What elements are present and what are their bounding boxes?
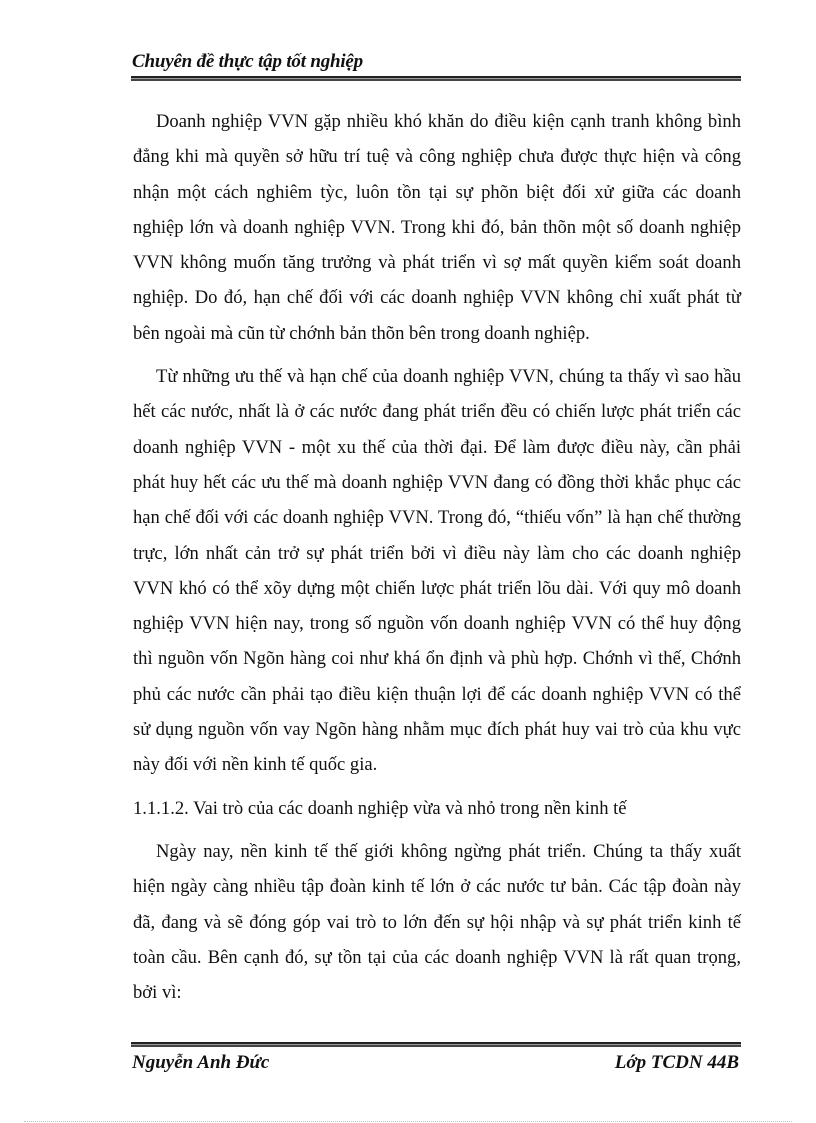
document-title: Chuyên đề thực tập tốt nghiệp (132, 51, 363, 72)
footer-class: Lớp TCDN 44B (614, 1052, 739, 1073)
section-heading: 1.1.1.2. Vai trò của các doanh nghiệp vừa và nhỏ trong nền kinh tế (133, 797, 627, 819)
document-body (133, 104, 741, 1010)
page-header (131, 50, 741, 81)
paragraph: Ngày nay, nền kinh tế thế giới không ngừng phát triển. Chúng ta thấy xuất hiện ngày càng nhiều tập đoàn kinh tế lớn ở các nước tư bản. Các tập đoàn này đã, đang và sẽ đóng góp vai trò to lớn đến sự hội nhập và sự phát triển kinh tế toàn cầu. Bên cạnh đó, sự tồn tại của các doanh nghiệp VVN là rất quan trọng, bởi vì: (133, 840, 741, 1004)
paragraph: Từ những ưu thế và hạn chế của doanh nghiệp VVN, chúng ta thấy vì sao hầu hết các nước, nhất là ở các nước đang phát triển đều có chiến lược phát triển các doanh nghiệp VVN - một xu thế của thời đại. Để làm được điều này, cần phải phát huy hết các ưu thế mà doanh nghiệp VVN đang có đồng thời khắc phục các hạn chế đối với các doanh nghiệp VVN. Trong đó, “thiếu vốn” là hạn chế thường trực, lớn nhất cản trở sự phát triển bởi vì điều này làm cho các doanh nghiệp VVN khó có thể xõy dựng một chiến lược phát triển lõu dài. Với quy mô doanh nghiệp VVN hiện nay, trong số nguồn vốn doanh nghiệp VVN có thể huy động thì nguồn vốn Ngõn hàng coi như khá ổn định và phù hợp. Chớnh vì thế, Chớnh phủ các nước cần phải tạo điều kiện thuận lợi để các doanh nghiệp VVN có thể sử dụng nguồn vốn vay Ngõn hàng nhằm mục đích phát huy vai trò của khu vực này đối với nền kinh tế quốc gia. (133, 366, 741, 776)
footer-divider (131, 1042, 741, 1047)
paragraph: Doanh nghiệp VVN gặp nhiều khó khăn do điều kiện cạnh tranh không bình đẳng khi mà quyền sở hữu trí tuệ và công nghiệp chưa được thực hiện và công nhận một cách nghiêm tỳc, luôn tồn tại sự phõn biệt đối xử giữa các doanh nghiệp lớn và doanh nghiệp VVN. Trong khi đó, bản thõn một số doanh nghiệp VVN không muốn tăng trưởng và phát triển vì sợ mất quyền kiểm soát doanh nghiệp. Do đó, hạn chế đối với các doanh nghiệp VVN không chỉ xuất phát từ bên ngoài mà cũn từ chớnh bản thõn bên trong doanh nghiệp. (133, 111, 741, 344)
page-break-divider (24, 1121, 792, 1122)
header-divider (131, 76, 741, 81)
footer-author: Nguyễn Anh Đức (132, 1052, 270, 1073)
footer-row (131, 1050, 741, 1076)
page-footer (131, 1040, 741, 1076)
